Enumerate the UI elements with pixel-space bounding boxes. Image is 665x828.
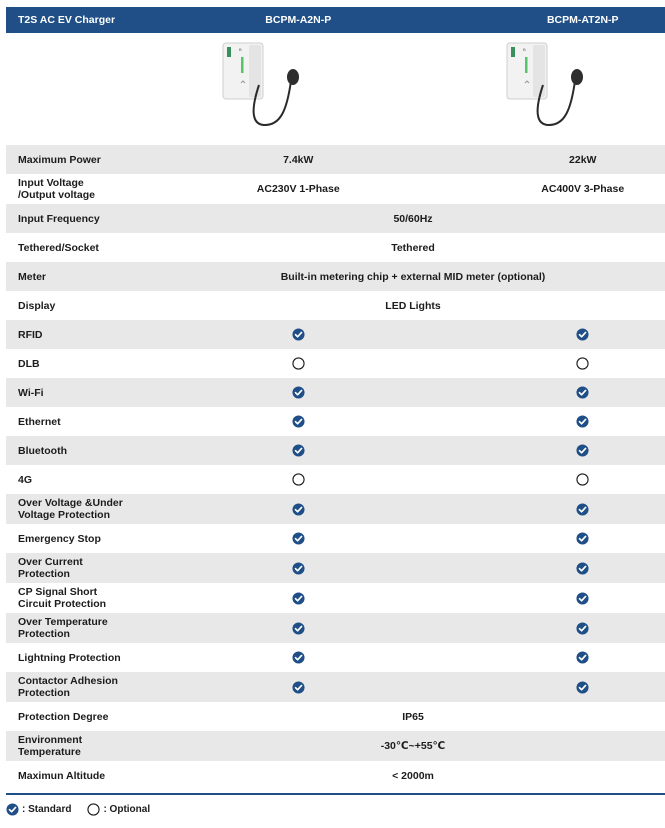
table-row	[6, 672, 665, 702]
row-value-model-b: AC400V 3-Phase	[541, 183, 625, 195]
row-value-model-a	[216, 681, 441, 694]
row-label: Over Temperature Protection	[18, 616, 108, 640]
table-row	[6, 583, 665, 613]
row-label: Tethered/Socket	[18, 241, 99, 254]
row-label: CP Signal Short Circuit Protection	[18, 586, 107, 610]
row-value-model-b	[441, 503, 665, 516]
svg-text:B: B	[239, 47, 242, 52]
check-circle-icon	[292, 681, 305, 694]
row-value-model-b	[441, 622, 665, 635]
row-label: Lightning Protection	[18, 651, 121, 664]
row-value-model-a	[216, 473, 441, 486]
table-row	[6, 436, 665, 465]
row-label: Meter	[18, 270, 47, 283]
row-label: Wi-Fi	[18, 386, 44, 399]
check-circle-icon	[292, 622, 305, 635]
ev-charger-image	[505, 39, 589, 141]
table-row	[6, 553, 665, 583]
check-circle-icon	[292, 503, 305, 516]
table-row	[6, 643, 665, 672]
table-row	[6, 378, 665, 407]
row-label: Input Frequency	[18, 212, 100, 225]
check-circle-icon	[576, 328, 589, 341]
legend-optional-label: : Optional	[103, 804, 151, 815]
table-header	[6, 7, 665, 33]
check-circle-icon	[576, 592, 589, 605]
check-circle-icon	[292, 328, 305, 341]
row-value-model-b	[441, 532, 665, 545]
row-value-shared: IP65	[402, 710, 424, 723]
spec-table	[6, 7, 665, 790]
row-value-model-b	[441, 386, 665, 399]
row-value-model-b	[441, 473, 665, 486]
svg-text:B: B	[522, 47, 526, 52]
spec-rows	[6, 145, 665, 790]
table-row	[6, 262, 665, 291]
table-row	[6, 407, 665, 436]
row-value-shared: LED Lights	[385, 299, 441, 312]
row-value-model-b	[441, 357, 665, 370]
table-row	[6, 291, 665, 320]
row-label: Input Voltage /Output voltage	[18, 177, 95, 201]
row-value-model-a: AC230V 1-Phase	[256, 183, 340, 195]
check-circle-icon	[292, 444, 305, 457]
table-row	[6, 524, 665, 553]
row-label: Environment Temperature	[18, 734, 83, 758]
check-circle-icon	[576, 386, 589, 399]
check-circle-icon	[292, 592, 305, 605]
check-circle-icon	[576, 681, 589, 694]
table-row	[6, 204, 665, 233]
table-row	[6, 761, 665, 790]
check-circle-icon	[576, 415, 589, 428]
row-label: Bluetooth	[18, 444, 67, 457]
row-label: Display	[18, 299, 56, 312]
table-row	[6, 320, 665, 349]
check-circle-icon	[292, 651, 305, 664]
ev-charger-image	[221, 39, 305, 141]
empty-circle-icon	[87, 803, 100, 816]
check-circle-icon	[292, 386, 305, 399]
check-circle-icon	[292, 562, 305, 575]
check-circle-icon	[576, 562, 589, 575]
row-label: Emergency Stop	[18, 532, 101, 545]
empty-circle-icon	[576, 473, 589, 486]
row-value-model-a	[216, 328, 441, 341]
row-value-model-a	[216, 415, 441, 428]
check-circle-icon	[576, 622, 589, 635]
row-label: DLB	[18, 357, 40, 370]
row-value-model-b	[441, 592, 665, 605]
row-label: Maximun Altitude	[18, 769, 106, 782]
check-circle-icon	[576, 503, 589, 516]
row-value-shared: Built-in metering chip + external MID meter (optional)	[280, 270, 546, 283]
row-value-shared: 50/60Hz	[393, 212, 433, 225]
empty-circle-icon	[576, 357, 589, 370]
row-value-model-b	[441, 415, 665, 428]
row-value-model-a	[216, 503, 441, 516]
row-label: Over Voltage &Under Voltage Protection	[18, 497, 123, 521]
row-label: Ethernet	[18, 415, 61, 428]
empty-circle-icon	[292, 473, 305, 486]
check-circle-icon	[292, 532, 305, 545]
row-label: Protection Degree	[18, 710, 109, 723]
row-value-model-a	[216, 592, 441, 605]
check-circle-icon	[576, 532, 589, 545]
check-circle-icon	[6, 803, 19, 816]
check-circle-icon	[576, 444, 589, 457]
check-circle-icon	[576, 651, 589, 664]
row-label: RFID	[18, 328, 43, 341]
header-model-b: BCPM-AT2N-P	[546, 14, 619, 26]
row-value-shared: < 2000m	[392, 769, 434, 782]
row-value-model-b: 22kW	[569, 153, 597, 166]
row-value-model-a	[216, 532, 441, 545]
row-value-shared: Tethered	[391, 241, 435, 254]
row-value-model-b	[441, 444, 665, 457]
row-value-model-a: 7.4kW	[283, 153, 314, 166]
bottom-rule	[6, 793, 665, 795]
row-value-model-a	[216, 651, 441, 664]
legend	[6, 803, 150, 816]
row-value-model-a	[216, 357, 441, 370]
row-value-shared: -30℃~+55℃	[380, 740, 446, 752]
row-value-model-b	[441, 681, 665, 694]
row-value-model-a	[216, 444, 441, 457]
product-image-row	[6, 33, 665, 145]
table-row	[6, 465, 665, 494]
row-value-model-b	[441, 328, 665, 341]
row-label: Over Current Protection	[18, 556, 83, 580]
row-value-model-b	[441, 651, 665, 664]
row-value-model-a	[216, 622, 441, 635]
table-row	[6, 349, 665, 378]
table-row	[6, 145, 665, 174]
row-label: Maximum Power	[18, 153, 101, 166]
row-value-model-a	[216, 562, 441, 575]
row-label: 4G	[18, 473, 33, 486]
row-label: Contactor Adhesion Protection	[18, 675, 118, 699]
table-row	[6, 702, 665, 731]
header-model-a: BCPM-A2N-P	[265, 14, 332, 26]
table-row	[6, 233, 665, 262]
product-image-b	[441, 33, 665, 145]
table-row	[6, 174, 665, 204]
product-image-a	[216, 33, 441, 145]
table-row	[6, 613, 665, 643]
image-row-label-cell	[6, 33, 216, 145]
row-value-model-a	[216, 386, 441, 399]
table-row	[6, 494, 665, 524]
table-row	[6, 731, 665, 761]
header-product-title: T2S AC EV Charger	[18, 14, 116, 26]
legend-standard-label: : Standard	[22, 804, 72, 815]
row-value-model-b	[441, 562, 665, 575]
empty-circle-icon	[292, 357, 305, 370]
check-circle-icon	[292, 415, 305, 428]
